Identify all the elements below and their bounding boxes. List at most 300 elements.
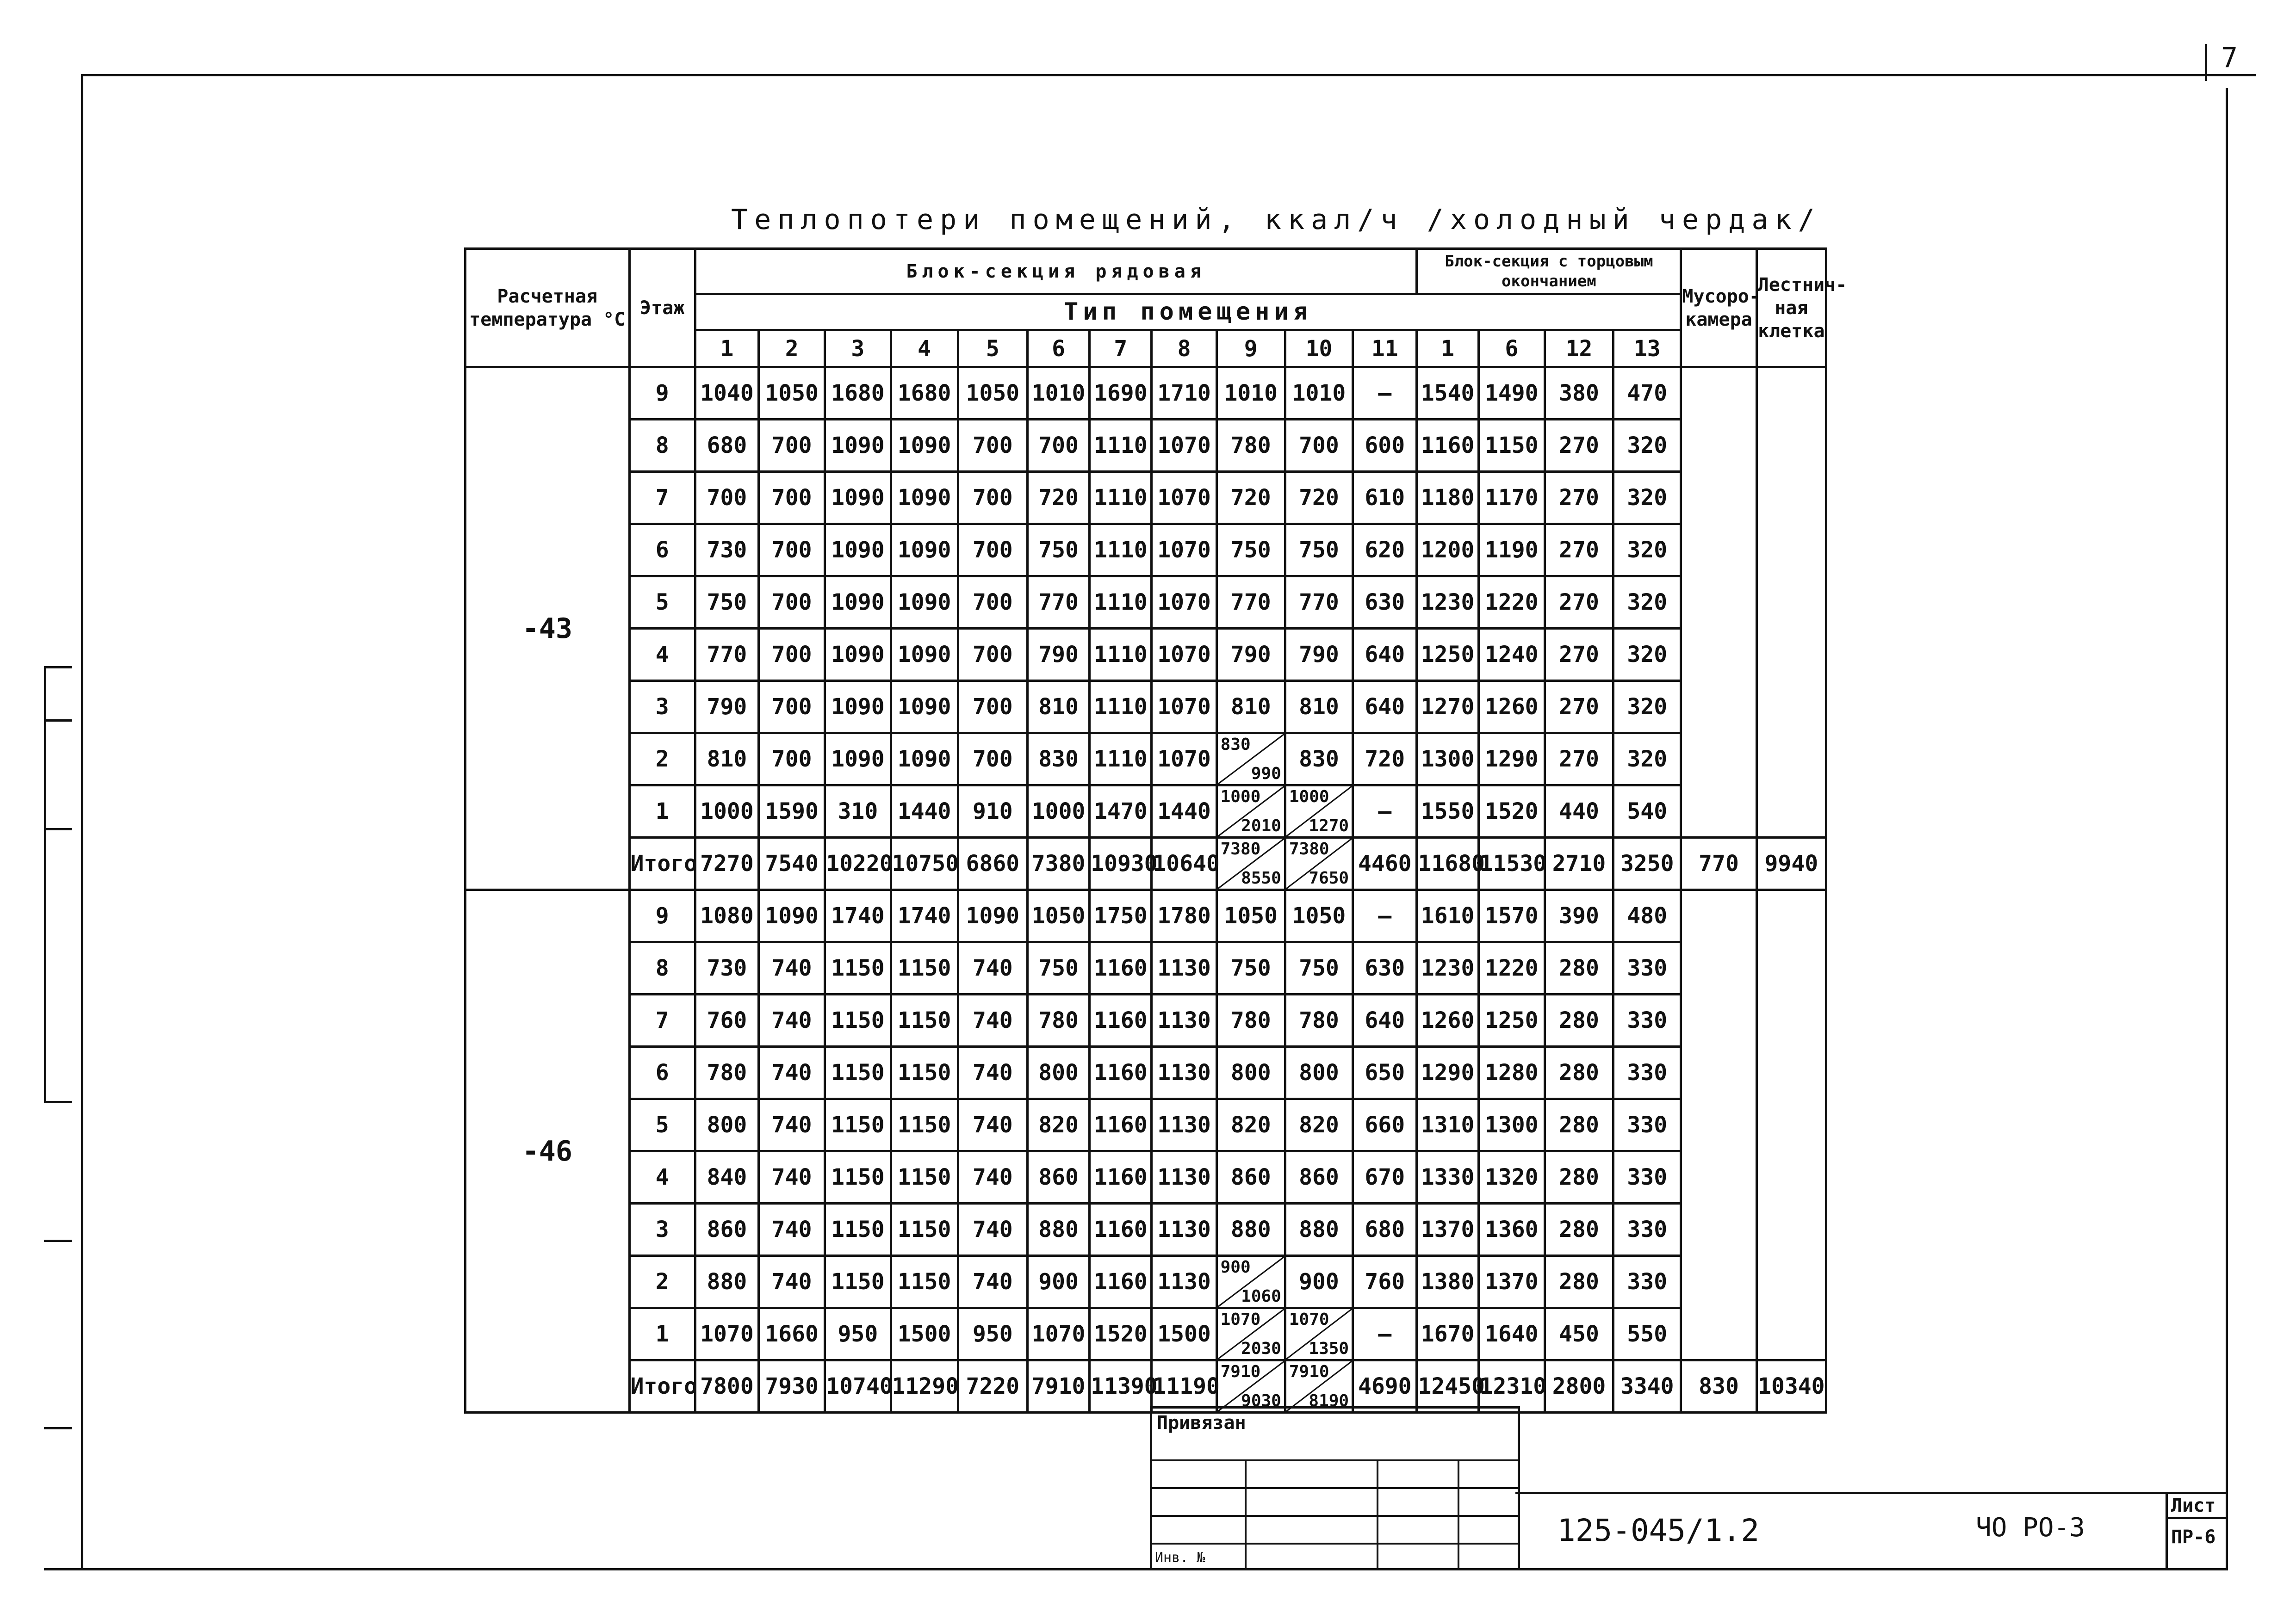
value-cell: 750: [1027, 942, 1089, 995]
split-value-cell: [1285, 1360, 1353, 1413]
value-cell: 700: [759, 524, 825, 576]
value-cell: 280: [1545, 942, 1613, 995]
value-cell: 7800: [695, 1360, 758, 1413]
value-cell: 830: [1027, 733, 1089, 785]
binding-mark: [44, 1427, 72, 1429]
value-cell: 740: [759, 995, 825, 1047]
value-cell: 900: [1027, 1256, 1089, 1308]
value-cell: 700: [695, 472, 758, 524]
value-cell: 750: [1027, 524, 1089, 576]
value-cell: 740: [958, 995, 1027, 1047]
value-cell: 10750: [891, 838, 958, 890]
column-number-header: 13: [1613, 330, 1681, 367]
value-cell: 270: [1545, 472, 1613, 524]
floor-cell: 7: [629, 472, 695, 524]
value-cell: 1250: [1417, 629, 1478, 681]
value-cell: 1150: [1478, 420, 1545, 472]
calc-temp-header: Расчетная температура °С: [465, 249, 630, 367]
value-cell: 1220: [1478, 942, 1545, 995]
value-cell: 1520: [1478, 785, 1545, 838]
value-cell: 790: [1027, 629, 1089, 681]
value-cell: 790: [695, 681, 758, 733]
value-cell: —: [1353, 1308, 1417, 1360]
value-cell: 1660: [759, 1308, 825, 1360]
staircase-total: 9940: [1756, 838, 1826, 890]
value-cell: 11290: [891, 1360, 958, 1413]
value-cell: 270: [1545, 629, 1613, 681]
value-cell: 320: [1613, 576, 1681, 629]
value-cell: 900: [1285, 1256, 1353, 1308]
value-cell: 610: [1353, 472, 1417, 524]
value-cell: 11190: [1152, 1360, 1216, 1413]
value-cell: 1130: [1152, 1151, 1216, 1204]
value-cell: 1090: [891, 576, 958, 629]
garbage-chamber-total: 830: [1681, 1360, 1756, 1413]
value-cell: 280: [1545, 995, 1613, 1047]
value-cell: 6860: [958, 838, 1027, 890]
value-cell: 11390: [1090, 1360, 1152, 1413]
value-cell: 700: [1285, 420, 1353, 472]
split-value-bottom: 990: [1251, 764, 1281, 783]
value-cell: 1170: [1478, 472, 1545, 524]
value-cell: 4690: [1353, 1360, 1417, 1413]
split-value-bottom: 1270: [1309, 816, 1349, 835]
value-cell: 270: [1545, 576, 1613, 629]
value-cell: 1290: [1478, 733, 1545, 785]
sheet-label: Лист: [2171, 1495, 2216, 1516]
value-cell: 1040: [695, 367, 758, 420]
value-cell: 1540: [1417, 367, 1478, 420]
value-cell: 1090: [958, 890, 1027, 942]
sheet-box-left: [2166, 1492, 2168, 1568]
split-value-top: 7910: [1289, 1362, 1329, 1381]
value-cell: 740: [958, 1151, 1027, 1204]
value-cell: 12450: [1417, 1360, 1478, 1413]
column-number-header: 1: [1417, 330, 1478, 367]
garbage-chamber-header: Мусоро-камера: [1681, 249, 1756, 367]
value-cell: 750: [695, 576, 758, 629]
garbage-chamber-cell: [1681, 890, 1756, 1360]
split-value-cell: [1216, 1360, 1285, 1413]
value-cell: 780: [1216, 420, 1285, 472]
floor-header: Этаж: [629, 249, 695, 367]
floor-cell: 6: [629, 524, 695, 576]
floor-cell: Итого: [629, 1360, 695, 1413]
value-cell: —: [1353, 890, 1417, 942]
value-cell: 1740: [891, 890, 958, 942]
value-cell: 1070: [1152, 733, 1216, 785]
binding-mark: [44, 1101, 72, 1103]
value-cell: 1090: [891, 733, 958, 785]
value-cell: 820: [1285, 1099, 1353, 1151]
value-cell: 1440: [1152, 785, 1216, 838]
value-cell: 740: [759, 1204, 825, 1256]
value-cell: 320: [1613, 733, 1681, 785]
value-cell: 1240: [1478, 629, 1545, 681]
value-cell: 1000: [1027, 785, 1089, 838]
end-section-header: Блок-секция с торцовым окончанием: [1417, 249, 1681, 294]
split-value-bottom: 8190: [1309, 1391, 1349, 1410]
value-cell: 1110: [1090, 524, 1152, 576]
value-cell: 820: [1027, 1099, 1089, 1151]
value-cell: 1050: [958, 367, 1027, 420]
value-cell: 1090: [825, 472, 891, 524]
split-value-bottom: 1060: [1241, 1287, 1281, 1306]
value-cell: 1320: [1478, 1151, 1545, 1204]
value-cell: 1300: [1417, 733, 1478, 785]
value-cell: 720: [1027, 472, 1089, 524]
split-value-cell: [1216, 733, 1285, 785]
value-cell: 700: [1027, 420, 1089, 472]
value-cell: 720: [1216, 472, 1285, 524]
value-cell: 1110: [1090, 420, 1152, 472]
floor-cell: 2: [629, 1256, 695, 1308]
value-cell: 700: [759, 420, 825, 472]
value-cell: 1010: [1285, 367, 1353, 420]
value-cell: 1260: [1478, 681, 1545, 733]
value-cell: 700: [759, 733, 825, 785]
value-cell: 1130: [1152, 1047, 1216, 1099]
value-cell: 740: [759, 1256, 825, 1308]
value-cell: 880: [695, 1256, 758, 1308]
value-cell: 1670: [1417, 1308, 1478, 1360]
value-cell: 1010: [1216, 367, 1285, 420]
value-cell: 1150: [825, 1151, 891, 1204]
value-cell: 330: [1613, 995, 1681, 1047]
value-cell: 320: [1613, 420, 1681, 472]
staircase-total: 10340: [1756, 1360, 1826, 1413]
column-number-header: 2: [759, 330, 825, 367]
value-cell: 1370: [1478, 1256, 1545, 1308]
split-value-top: 900: [1220, 1258, 1251, 1277]
floor-cell: 8: [629, 420, 695, 472]
floor-cell: 1: [629, 785, 695, 838]
value-cell: 1050: [1216, 890, 1285, 942]
value-cell: 950: [825, 1308, 891, 1360]
value-cell: 1130: [1152, 1204, 1216, 1256]
value-cell: 280: [1545, 1047, 1613, 1099]
value-cell: 1470: [1090, 785, 1152, 838]
value-cell: 280: [1545, 1099, 1613, 1151]
split-value-bottom: 8550: [1241, 869, 1281, 888]
value-cell: 800: [1285, 1047, 1353, 1099]
split-value-cell: [1216, 1308, 1285, 1360]
floor-cell: 4: [629, 1151, 695, 1204]
binding-mark: [44, 666, 72, 668]
value-cell: 1160: [1417, 420, 1478, 472]
split-value-cell: [1285, 785, 1353, 838]
temperature-cell: -46: [465, 890, 630, 1413]
value-cell: 1090: [891, 420, 958, 472]
value-cell: 700: [958, 576, 1027, 629]
column-number-header: 10: [1285, 330, 1353, 367]
value-cell: 1230: [1417, 576, 1478, 629]
value-cell: 1150: [825, 1256, 891, 1308]
value-cell: 1160: [1090, 942, 1152, 995]
split-value-top: 7910: [1220, 1362, 1261, 1381]
value-cell: 1070: [1152, 420, 1216, 472]
floor-cell: 3: [629, 681, 695, 733]
value-cell: 1150: [891, 942, 958, 995]
value-cell: 750: [1285, 942, 1353, 995]
value-cell: 1330: [1417, 1151, 1478, 1204]
value-cell: 7220: [958, 1360, 1027, 1413]
value-cell: 740: [759, 942, 825, 995]
value-cell: 1150: [891, 1204, 958, 1256]
floor-cell: 1: [629, 1308, 695, 1360]
value-cell: 1000: [695, 785, 758, 838]
value-cell: 740: [958, 1256, 1027, 1308]
value-cell: 810: [695, 733, 758, 785]
value-cell: 1690: [1090, 367, 1152, 420]
split-value-top: 1000: [1289, 787, 1329, 806]
value-cell: 1190: [1478, 524, 1545, 576]
value-cell: 780: [1027, 995, 1089, 1047]
value-cell: 1370: [1417, 1204, 1478, 1256]
value-cell: 1150: [825, 942, 891, 995]
value-cell: 450: [1545, 1308, 1613, 1360]
document-code: 125-045/1.2: [1557, 1513, 1760, 1548]
value-cell: 330: [1613, 1151, 1681, 1204]
binding-mark: [44, 719, 72, 722]
value-cell: 640: [1353, 995, 1417, 1047]
value-cell: 1270: [1417, 681, 1478, 733]
value-cell: 650: [1353, 1047, 1417, 1099]
split-value-cell: [1216, 785, 1285, 838]
split-value-cell: [1216, 1256, 1285, 1308]
value-cell: 770: [1285, 576, 1353, 629]
value-cell: 720: [1285, 472, 1353, 524]
value-cell: 480: [1613, 890, 1681, 942]
value-cell: 1150: [825, 1099, 891, 1151]
value-cell: 1050: [759, 367, 825, 420]
value-cell: 1070: [1152, 576, 1216, 629]
value-cell: 1130: [1152, 942, 1216, 995]
value-cell: 11680: [1417, 838, 1478, 890]
column-number-header: 6: [1478, 330, 1545, 367]
value-cell: 1070: [1152, 629, 1216, 681]
column-number-header: 6: [1027, 330, 1089, 367]
split-value-bottom: 1350: [1309, 1339, 1349, 1358]
value-cell: 1750: [1090, 890, 1152, 942]
sheet-code: ЧО РО-3: [1976, 1513, 2085, 1543]
garbage-chamber-cell: [1681, 367, 1756, 838]
value-cell: 1500: [891, 1308, 958, 1360]
floor-cell: 2: [629, 733, 695, 785]
value-cell: 1130: [1152, 1099, 1216, 1151]
value-cell: 1090: [825, 524, 891, 576]
value-cell: 1160: [1090, 1047, 1152, 1099]
value-cell: 950: [958, 1308, 1027, 1360]
value-cell: 680: [695, 420, 758, 472]
value-cell: 770: [1027, 576, 1089, 629]
staircase-header: Лестнич-ная клетка: [1756, 249, 1826, 367]
value-cell: 1180: [1417, 472, 1478, 524]
value-cell: 1070: [1152, 524, 1216, 576]
value-cell: 330: [1613, 1256, 1681, 1308]
value-cell: 1090: [825, 681, 891, 733]
value-cell: 1680: [891, 367, 958, 420]
split-value-cell: [1216, 838, 1285, 890]
value-cell: 270: [1545, 524, 1613, 576]
sheet-number: ПР-6: [2171, 1526, 2216, 1548]
stamp-label: Привязан: [1157, 1412, 1246, 1434]
value-cell: 630: [1353, 942, 1417, 995]
temperature-cell: -43: [465, 367, 630, 890]
value-cell: 320: [1613, 629, 1681, 681]
value-cell: 840: [695, 1151, 758, 1204]
value-cell: 740: [958, 1099, 1027, 1151]
value-cell: 2800: [1545, 1360, 1613, 1413]
value-cell: 1070: [695, 1308, 758, 1360]
value-cell: 790: [1216, 629, 1285, 681]
value-cell: 1110: [1090, 576, 1152, 629]
value-cell: 1090: [759, 890, 825, 942]
value-cell: 630: [1353, 576, 1417, 629]
value-cell: 700: [759, 681, 825, 733]
floor-cell: 9: [629, 367, 695, 420]
value-cell: 1150: [891, 1047, 958, 1099]
column-number-header: 7: [1090, 330, 1152, 367]
split-value-top: 7380: [1289, 840, 1329, 859]
value-cell: 700: [759, 576, 825, 629]
frame-top: [81, 74, 2256, 76]
floor-cell: 6: [629, 1047, 695, 1099]
value-cell: 3340: [1613, 1360, 1681, 1413]
value-cell: 320: [1613, 681, 1681, 733]
value-cell: 760: [695, 995, 758, 1047]
value-cell: 1380: [1417, 1256, 1478, 1308]
value-cell: 320: [1613, 472, 1681, 524]
value-cell: 790: [1285, 629, 1353, 681]
value-cell: 7910: [1027, 1360, 1089, 1413]
binding-strip: [44, 666, 46, 1103]
value-cell: 1090: [825, 733, 891, 785]
value-cell: 750: [1216, 524, 1285, 576]
row-section-header: Блок-секция рядовая: [695, 249, 1417, 294]
value-cell: 280: [1545, 1151, 1613, 1204]
value-cell: 750: [1285, 524, 1353, 576]
value-cell: 780: [1285, 995, 1353, 1047]
value-cell: 440: [1545, 785, 1613, 838]
split-value-top: 7380: [1220, 840, 1261, 859]
value-cell: 740: [759, 1151, 825, 1204]
staircase-cell: [1756, 890, 1826, 1360]
value-cell: 640: [1353, 681, 1417, 733]
value-cell: 10930: [1090, 838, 1152, 890]
value-cell: 3250: [1613, 838, 1681, 890]
value-cell: 750: [1216, 942, 1285, 995]
value-cell: 1290: [1417, 1047, 1478, 1099]
column-number-header: 4: [891, 330, 958, 367]
value-cell: 1520: [1090, 1308, 1152, 1360]
value-cell: 800: [1216, 1047, 1285, 1099]
split-value-bottom: 2010: [1241, 816, 1281, 835]
value-cell: 660: [1353, 1099, 1417, 1151]
value-cell: 1680: [825, 367, 891, 420]
value-cell: 740: [759, 1099, 825, 1151]
value-cell: 7540: [759, 838, 825, 890]
value-cell: 270: [1545, 420, 1613, 472]
value-cell: 880: [1216, 1204, 1285, 1256]
value-cell: 740: [958, 1047, 1027, 1099]
value-cell: 700: [759, 629, 825, 681]
split-value-top: 830: [1220, 735, 1251, 754]
split-value-bottom: 2030: [1241, 1339, 1281, 1358]
frame-right: [2226, 88, 2228, 1570]
value-cell: 1570: [1478, 890, 1545, 942]
stamp-block: [1150, 1406, 1520, 1570]
heat-loss-table: [464, 247, 1847, 1414]
value-cell: 620: [1353, 524, 1417, 576]
value-cell: 830: [1285, 733, 1353, 785]
value-cell: 780: [1216, 995, 1285, 1047]
frame-bottom: [44, 1568, 2228, 1570]
column-number-header: 8: [1152, 330, 1216, 367]
value-cell: 1070: [1152, 472, 1216, 524]
value-cell: 1150: [825, 995, 891, 1047]
value-cell: 770: [1216, 576, 1285, 629]
value-cell: 1050: [1285, 890, 1353, 942]
page-num-tick: [2205, 44, 2207, 81]
value-cell: 1260: [1417, 995, 1478, 1047]
value-cell: 330: [1613, 1047, 1681, 1099]
value-cell: 700: [958, 420, 1027, 472]
garbage-chamber-total: 770: [1681, 838, 1756, 890]
floor-cell: 4: [629, 629, 695, 681]
value-cell: 310: [825, 785, 891, 838]
column-number-header: 11: [1353, 330, 1417, 367]
value-cell: 470: [1613, 367, 1681, 420]
value-cell: 1710: [1152, 367, 1216, 420]
value-cell: 1130: [1152, 1256, 1216, 1308]
value-cell: 1280: [1478, 1047, 1545, 1099]
split-value-bottom: 9030: [1241, 1391, 1281, 1410]
value-cell: 880: [1285, 1204, 1353, 1256]
value-cell: 700: [759, 472, 825, 524]
value-cell: 280: [1545, 1256, 1613, 1308]
value-cell: 7930: [759, 1360, 825, 1413]
value-cell: 1090: [825, 420, 891, 472]
value-cell: 270: [1545, 681, 1613, 733]
value-cell: 1130: [1152, 995, 1216, 1047]
value-cell: 700: [958, 524, 1027, 576]
floor-cell: 8: [629, 942, 695, 995]
value-cell: 1150: [891, 1099, 958, 1151]
value-cell: 670: [1353, 1151, 1417, 1204]
value-cell: 1200: [1417, 524, 1478, 576]
split-value-bottom: 7650: [1309, 869, 1349, 888]
value-cell: 1050: [1027, 890, 1089, 942]
value-cell: 720: [1353, 733, 1417, 785]
value-cell: 880: [1027, 1204, 1089, 1256]
value-cell: 1090: [891, 681, 958, 733]
column-number-header: 9: [1216, 330, 1285, 367]
value-cell: 800: [1027, 1047, 1089, 1099]
value-cell: 11530: [1478, 838, 1545, 890]
value-cell: 1090: [825, 576, 891, 629]
value-cell: 1220: [1478, 576, 1545, 629]
value-cell: 1110: [1090, 629, 1152, 681]
staircase-cell: [1756, 367, 1826, 838]
value-cell: 390: [1545, 890, 1613, 942]
value-cell: 1090: [891, 524, 958, 576]
value-cell: 1160: [1090, 1151, 1152, 1204]
value-cell: 730: [695, 942, 758, 995]
value-cell: 700: [958, 681, 1027, 733]
value-cell: 1090: [891, 472, 958, 524]
value-cell: 7270: [695, 838, 758, 890]
